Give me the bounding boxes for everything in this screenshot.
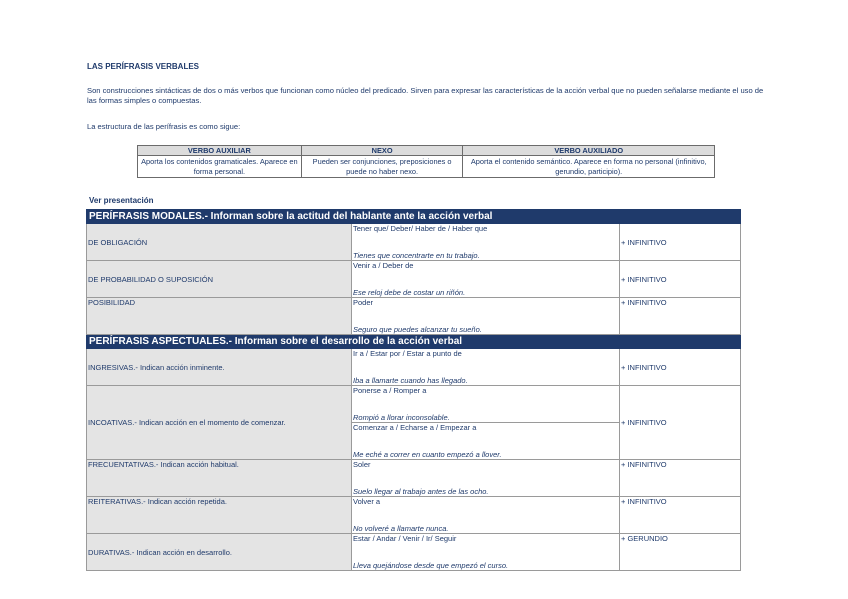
complement-cell: + INFINITIVO [620, 497, 741, 534]
intro-paragraph: Son construcciones sintácticas de dos o más verbos que funcionan como núcleo del predicado. Sirven para expresar las características de la acción verbal que no pueden señalarse mediante el uso de las formas simples o compuestas. [87, 86, 764, 105]
verbs-text: Comenzar a / Echarse a / Empezar a [353, 423, 477, 432]
verbs-text: Ponerse a / Romper a [353, 386, 427, 395]
category-cell: POSIBILIDAD [87, 298, 352, 335]
category-cell: DURATIVAS.- Indican acción en desarrollo. [87, 534, 352, 571]
structure-intro: La estructura de las perífrasis es como sigue: [87, 122, 241, 131]
verbs-cell [352, 298, 620, 335]
verbs-text: Poder [353, 298, 374, 307]
section-header-modales: PERÍFRASIS MODALES.- Informan sobre la actitud del hablante ante la acción verbal [87, 210, 741, 224]
complement-cell: + INFINITIVO [620, 349, 741, 386]
page-title: LAS PERÍFRASIS VERBALES [87, 62, 200, 71]
category-cell: FRECUENTATIVAS.- Indican acción habitual. [87, 460, 352, 497]
category-cell: DE OBLIGACIÓN [87, 224, 352, 261]
category-cell: DE PROBABILIDAD O SUPOSICIÓN [87, 261, 352, 298]
complement-cell: + INFINITIVO [620, 261, 741, 298]
ver-presentacion-link[interactable]: Ver presentación [89, 196, 154, 205]
verbs-cell [352, 261, 620, 298]
table-row [87, 386, 741, 423]
verbs-cell [352, 497, 620, 534]
verbs-text: Estar / Andar / Venir / Ir/ Seguir [353, 534, 457, 543]
periphrasis-table [86, 209, 741, 571]
header-verbo-auxiliado: VERBO AUXILIADO [463, 146, 715, 156]
example-text: Iba a llamarte cuando has llegado. [353, 376, 468, 385]
verbs-cell [352, 460, 620, 497]
table-row [87, 460, 741, 497]
header-verbo-auxiliar: VERBO AUXILIAR [138, 146, 302, 156]
complement-cell: + INFINITIVO [620, 386, 741, 460]
example-text: Seguro que puedes alcanzar tu sueño. [353, 325, 482, 334]
verbs-cell [352, 534, 620, 571]
table-row [87, 349, 741, 386]
verbs-cell [352, 386, 620, 423]
example-text: Tienes que concentrarte en tu trabajo. [353, 251, 480, 260]
table-row [87, 298, 741, 335]
example-text: No volveré a llamarte nunca. [353, 524, 449, 533]
table-row [87, 534, 741, 571]
structure-table [137, 145, 715, 178]
complement-cell: + GERUNDIO [620, 534, 741, 571]
category-cell: INGRESIVAS.- Indican acción inminente. [87, 349, 352, 386]
cell-nexo: Pueden ser conjunciones, preposiciones o puede no haber nexo. [301, 156, 463, 178]
complement-cell: + INFINITIVO [620, 298, 741, 335]
complement-cell: + INFINITIVO [620, 224, 741, 261]
verbs-text: Tener que/ Deber/ Haber de / Haber que [353, 224, 488, 233]
verbs-text: Ir a / Estar por / Estar a punto de [353, 349, 462, 358]
table-row [87, 224, 741, 261]
header-nexo: NEXO [301, 146, 463, 156]
verbs-cell [352, 423, 620, 460]
example-text: Suelo llegar al trabajo antes de las ocho. [353, 487, 489, 496]
cell-verbo-auxiliar: Aporta los contenidos gramaticales. Aparece en forma personal. [138, 156, 302, 178]
cell-verbo-auxiliado: Aporta el contenido semántico. Aparece en forma no personal (infinitivo, gerundio, participio). [463, 156, 715, 178]
table-row [87, 497, 741, 534]
section-header-aspectuales: PERÍFRASIS ASPECTUALES.- Informan sobre el desarrollo de la acción verbal [87, 335, 741, 349]
verbs-text: Venir a / Deber de [353, 261, 414, 270]
example-text: Me eché a correr en cuanto empezó a llover. [353, 450, 502, 459]
category-cell: INCOATIVAS.- Indican acción en el momento de comenzar. [87, 386, 352, 460]
example-text: Lleva quejándose desde que empezó el curso. [353, 561, 509, 570]
verbs-text: Soler [353, 460, 371, 469]
verbs-cell [352, 224, 620, 261]
category-cell: REITERATIVAS.- Indican acción repetida. [87, 497, 352, 534]
example-text: Rompió a llorar inconsolable. [353, 413, 450, 422]
example-text: Ese reloj debe de costar un riñón. [353, 288, 466, 297]
complement-cell: + INFINITIVO [620, 460, 741, 497]
verbs-text: Volver a [353, 497, 381, 506]
verbs-cell [352, 349, 620, 386]
table-row [87, 261, 741, 298]
